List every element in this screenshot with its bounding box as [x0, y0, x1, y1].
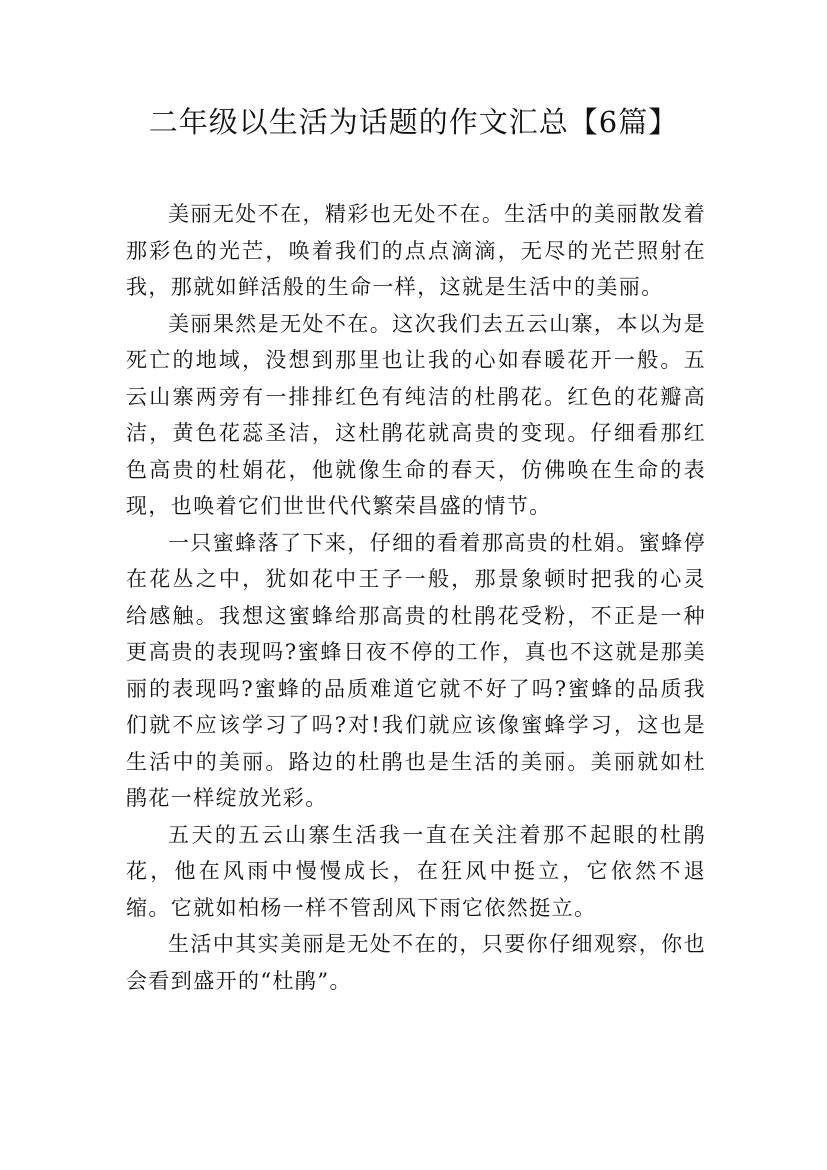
document-body — [126, 196, 706, 999]
paragraph-3: 一只蜜蜂落了下来，仔细的看着那高贵的杜娟。蜜蜂停在花丛之中，犹如花中王子一般，那景象顿时把我的心灵给感触。我想这蜜蜂给那高贵的杜鹃花受粉，不正是一种更高贵的表现吗?蜜蜂日夜不停的工作，真也不这就是那美丽的表现吗?蜜蜂的品质难道它就不好了吗?蜜蜂的品质我们就不应该学习了吗?对!我们就应该像蜜蜂学习，这也是生活中的美丽。路边的杜鹃也是生活的美丽。美丽就如杜鹃花一样绽放光彩。 — [126, 530, 706, 810]
paragraph-5: 生活中其实美丽是无处不在的，只要你仔细观察，你也会看到盛开的“杜鹃”。 — [126, 932, 706, 993]
document-title: 二年级以生活为话题的作文汇总【6篇】 — [148, 105, 679, 139]
paragraph-2: 美丽果然是无处不在。这次我们去五云山寨，本以为是死亡的地域，没想到那里也让我的心如春暖花开一般。五云山寨两旁有一排排红色有纯洁的杜鹃花。红色的花瓣高洁，黄色花蕊圣洁，这杜鹃花就高贵的变现。仔细看那红色高贵的杜娟花，他就像生命的春天，仿佛唤在生命的表现，也唤着它们世世代代繁荣昌盛的情节。 — [126, 311, 706, 518]
paragraph-1: 美丽无处不在，精彩也无处不在。生活中的美丽散发着那彩色的光芒，唤着我们的点点滴滴，无尽的光芒照射在我，那就如鲜活般的生命一样，这就是生活中的美丽。 — [126, 202, 706, 299]
paragraph-4: 五天的五云山寨生活我一直在关注着那不起眼的杜鹃花，他在风雨中慢慢成长，在狂风中挺立，它依然不退缩。它就如柏杨一样不管刮风下雨它依然挺立。 — [126, 822, 706, 920]
